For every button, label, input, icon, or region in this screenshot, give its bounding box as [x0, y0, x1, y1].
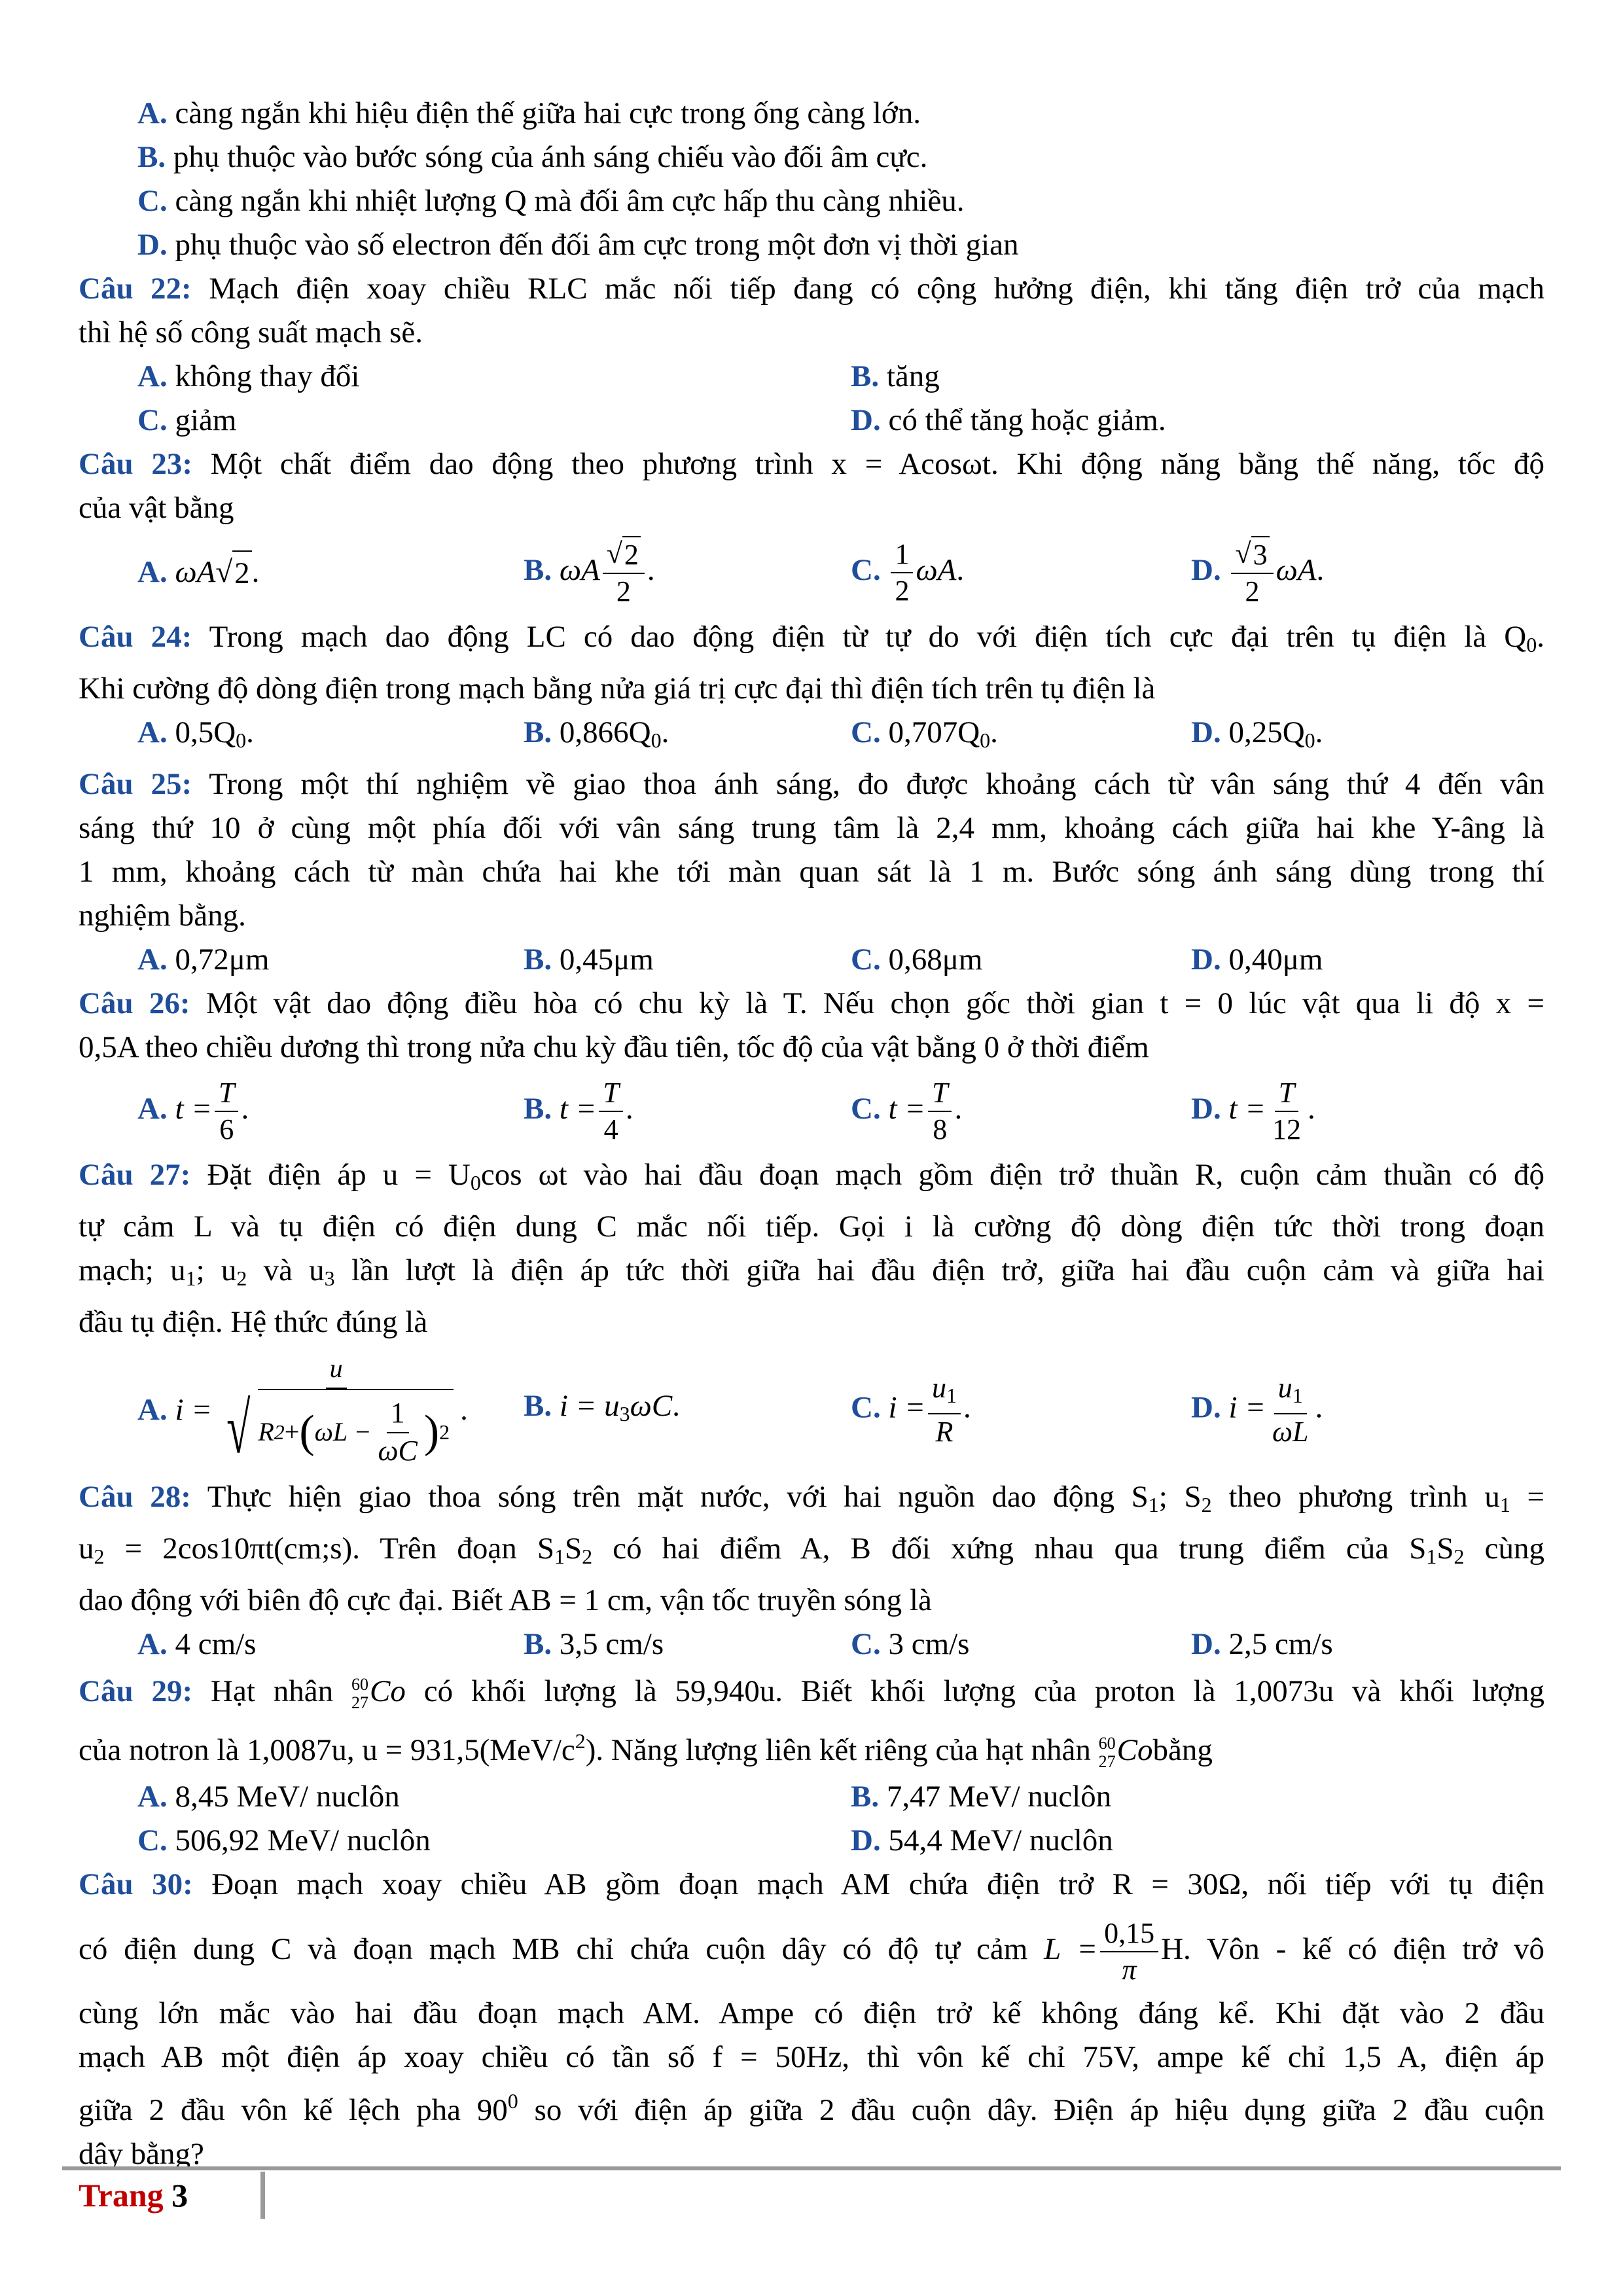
q22-stem-line2: thì hệ số công suất mạch sẽ. — [79, 315, 423, 350]
q29-option-d: D. 54,4 MeV/ nuclôn — [851, 1823, 1113, 1857]
q24-option-a: A. $0,5Q_0$. — [137, 715, 254, 752]
q25-stem-line3: 1 mm, khoảng cách từ màn chứa hai khe tới màn quan sát là 1 m. Bước sóng ánh sáng dùng trong thí — [79, 855, 1544, 889]
q27-option-b: B. $i = u_3\omega C$. — [524, 1388, 680, 1426]
q28-stem-line2: $u_2$ = 2cos10πt(cm;s). Trên đoạn $S_1S_2$ có hai điểm A, B đối xứng nhau qua trung điểm của $S_1S_2$ cùng — [79, 1532, 1544, 1568]
q25-option-b: B. 0,45μm — [524, 942, 654, 977]
q30-stem-line1: Câu 30: Đoạn mạch xoay chiều AB gồm đoạn mạch AM chứa điện trở R = 30Ω, nối tiếp với tụ điện — [79, 1867, 1545, 1901]
q29-isotope: 60 27 — [351, 1675, 369, 1713]
footer-rule — [62, 2166, 1561, 2170]
q27-option-d: D. i = $\frac{u_1}{\omega L}$ . — [1191, 1371, 1323, 1448]
q26-option-b: B. t = $\frac{T}{4}$ . — [524, 1077, 633, 1145]
q27-stem-line1: Câu 27: Đặt điện áp $u = U_0\cos$ ωt vào hai đầu đoạn mạch gồm điện trở thuần R, cuộn cảm thuần có độ — [79, 1158, 1545, 1194]
q22-option-d: D. có thể tăng hoặc giảm. — [851, 403, 1166, 437]
q26-options — [79, 1069, 1544, 1153]
q26-option-a: A. t = $\frac{T}{6}$ . — [137, 1077, 249, 1145]
q29-option-b: B. 7,47 MeV/ nuclôn — [851, 1780, 1112, 1814]
q23-options — [79, 530, 1544, 615]
q22-option-b: B. tăng — [851, 359, 940, 393]
q25-option-c: C. 0,68μm — [851, 942, 983, 977]
q29-stem-line1: Câu 29: Hạt nhân 60 27 Co có khối lượng là 59,940u. Biết khối lượng của proton là 1,0073u và khối lượng — [79, 1674, 1545, 1713]
q30-stem-line6: dây bằng? — [79, 2137, 204, 2171]
q26-stem-line2: 0,5A theo chiều dương thì trong nửa chu kỳ đầu tiên, tốc độ của vật bằng 0 ở thời điểm — [79, 1030, 1149, 1064]
q27-stem-line4: đầu tụ điện. Hệ thức đúng là — [79, 1305, 428, 1339]
q28-option-a: A. 4 cm/s — [137, 1627, 257, 1661]
q26-option-d: D. t = $\frac{T}{12}$ . — [1191, 1077, 1315, 1145]
q24-option-b: B. $0,866Q_0$. — [524, 715, 669, 752]
q29-stem-line2: của notron là 1,0087u, $u = 931,5(MeV/c^2)$. Năng lượng liên kết riêng của hạt nhân 60 27 Cobằng — [79, 1729, 1213, 1772]
q24-options — [79, 711, 1544, 762]
q28-option-c: C. 3 cm/s — [851, 1627, 970, 1661]
q22-options-row1 — [79, 355, 1544, 399]
footer-divider — [260, 2172, 265, 2219]
q28-stem-line3: dao động với biên độ cực đại. Biết AB = 1 cm, vận tốc truyền sóng là — [79, 1583, 932, 1617]
q26-option-c: C. t = $\frac{T}{8}$ . — [851, 1077, 963, 1145]
q29-isotope-2: 60 27 — [1098, 1734, 1116, 1772]
q21-option-c: C. càng ngắn khi nhiệt lượng Q mà đối âm cực hấp thu càng nhiều. — [137, 184, 965, 218]
q23-stem-line1: Câu 23: Một chất điểm dao động theo phương trình x = Acosωt. Khi động năng bằng thế năng, tốc độ — [79, 447, 1545, 481]
q29-options-row2 — [79, 1819, 1544, 1863]
q25-options — [79, 938, 1544, 982]
q25-stem-line2: sáng thứ 10 ở cùng một phía đối với vân sáng trung tâm là 2,4 mm, khoảng cách giữa hai khe Y-âng là — [79, 811, 1544, 845]
q28-options — [79, 1623, 1544, 1666]
q30-stem-line5: giữa 2 đầu vôn kế lệch pha $90^0$ so với điện áp giữa 2 đầu cuộn dây. Điện áp hiệu dụng giữa 2 đầu cuộn — [79, 2089, 1544, 2127]
exam-page — [79, 92, 1544, 2176]
q26-stem-line1: Câu 26: Một vật dao động điều hòa có chu kỳ là T. Nếu chọn gốc thời gian t = 0 lúc vật qua li độ x = — [79, 986, 1544, 1020]
q29-option-c: C. 506,92 MeV/ nuclôn — [137, 1823, 431, 1857]
q28-option-d: D. 2,5 cm/s — [1191, 1627, 1333, 1661]
q23-option-c: C. $\frac{1}{2}$ ωA. — [851, 538, 965, 607]
q24-option-d: D. $0,25Q_0$. — [1191, 715, 1323, 752]
q23-stem-line2: của vật bằng — [79, 491, 234, 525]
q30-stem-line4: mạch AB một điện áp xoay chiều có tần số f = 50Hz, thì vôn kế chỉ 75V, ampe kế chỉ 1,5 A, điện áp — [79, 2040, 1544, 2074]
q27-options — [79, 1344, 1544, 1475]
q21-option-b: B. phụ thuộc vào bước sóng của ánh sáng chiếu vào đối âm cực. — [137, 140, 928, 174]
q28-option-b: B. 3,5 cm/s — [524, 1627, 664, 1661]
q29-options-row1 — [79, 1775, 1544, 1819]
q23-option-d: D. √ 3 2 ωA. — [1191, 537, 1325, 607]
q22-option-a: A. không thay đổi — [137, 359, 360, 393]
q22-option-c: C. giảm — [137, 403, 237, 437]
q27-option-a: A. i = u √ R 2 + ( ωL − $\frac{1}{\omega C}$ ) 2 . — [137, 1351, 524, 1469]
q22-options-row2 — [79, 399, 1544, 442]
q25-option-a: A. 0,72μm — [137, 942, 270, 977]
q23-option-a: A. ωA √ 2 . — [137, 550, 524, 596]
q30-stem-line3: cùng lớn mắc vào hai đầu đoạn mạch AM. Ampe có điện trở kế không đáng kể. Khi đặt vào 2 đầu — [79, 1996, 1544, 2030]
q27-stem-line3: mạch; $u_1$; $u_2$ và $u_3$ lần lượt là điện áp tức thời giữa hai đầu điện trở, giữa hai đầu cuộn cảm và giữa hai — [79, 1253, 1544, 1290]
q24-stem-line1: Câu 24: Trong mạch dao động LC có dao động điện từ tự do với điện tích cực đại trên tụ điện là $Q_0$. — [79, 620, 1544, 656]
q24-stem-line2: Khi cường độ dòng điện trong mạch bằng nửa giá trị cực đại thì điện tích trên tụ điện là — [79, 672, 1156, 706]
q23-option-b: B. ωA √ 2 2 . — [524, 537, 655, 607]
q21-option-a: A. càng ngắn khi hiệu điện thế giữa hai cực trong ống càng lớn. — [137, 96, 921, 130]
q30-stem-line2: có điện dung C và đoạn mạch MB chỉ chứa cuộn dây có độ tự cảm L = $\frac{0,15}{\pi}$ H. Vôn - kế có điện trở vô — [79, 1917, 1545, 1986]
q25-stem-line4: nghiệm bằng. — [79, 899, 246, 933]
q29-option-a: A. 8,45 MeV/ nuclôn — [137, 1780, 400, 1814]
q25-option-d: D. 0,40μm — [1191, 942, 1323, 977]
q22-stem-line1: Câu 22: Mạch điện xoay chiều RLC mắc nối tiếp đang có cộng hưởng điện, khi tăng điện trở của mạch — [79, 272, 1545, 306]
q25-stem-line1: Câu 25: Trong một thí nghiệm về giao thoa ánh sáng, đo được khoảng cách từ vân sáng thứ 4 đến vân — [79, 767, 1545, 801]
q27-stem-line2: tự cảm L và tụ điện có điện dung C mắc nối tiếp. Gọi i là cường độ dòng điện tức thời trong đoạn — [79, 1210, 1544, 1244]
q28-stem-line1: Câu 28: Thực hiện giao thoa sóng trên mặt nước, với hai nguồn dao động $S_1$; $S_2$ theo phương trình $u_1$ = — [79, 1480, 1544, 1516]
q21-option-d: D. phụ thuộc vào số electron đến đối âm cực trong một đơn vị thời gian — [137, 228, 1019, 262]
q27-option-c: C. i = $\frac{u_1}{R}$ . — [851, 1371, 971, 1448]
q24-option-c: C. $0,707Q_0$. — [851, 715, 998, 752]
page-footer: Trang 3 — [79, 2177, 188, 2214]
